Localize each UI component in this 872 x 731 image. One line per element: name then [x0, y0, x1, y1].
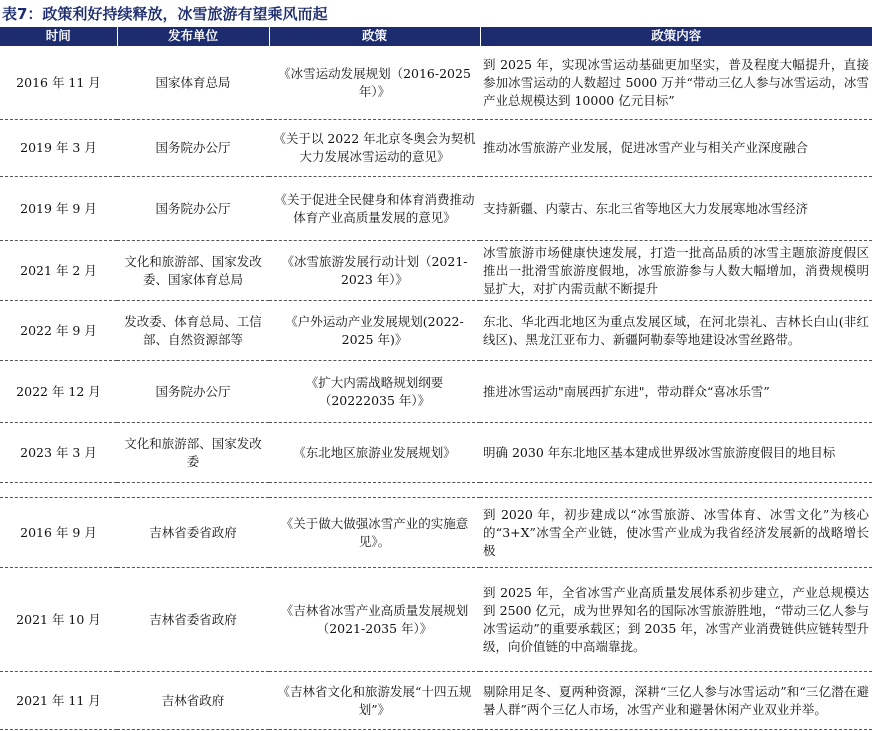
cell-unit: 国务院办公厅 — [117, 177, 269, 241]
cell-policy: 《冰雪运动发展规划（2016-2025 年）》 — [269, 46, 480, 120]
table-row — [0, 423, 872, 483]
table-title: 表7：政策利好持续释放，冰雪旅游有望乘风而起 — [2, 5, 328, 23]
cell-policy: 《关于以 2022 年北京冬奥会为契机大力发展冰雪运动的意见》 — [269, 120, 480, 177]
cell-time: 2022 年 9 月 — [0, 301, 117, 361]
table-row — [0, 241, 872, 301]
cell-time: 2022 年 12 月 — [0, 361, 117, 423]
spacer-cell — [117, 483, 269, 498]
cell-content: 到 2020 年，初步建成以“冰雪旅游、冰雪体育、冰雪文化”为核心的“3+X”冰雪全产业链，使冰雪产业成为我省经济发展新的战略增长极 — [480, 498, 872, 568]
cell-time: 2021 年 2 月 — [0, 241, 117, 301]
table-row — [0, 301, 872, 361]
table-row — [0, 120, 872, 177]
table-row — [0, 498, 872, 568]
cell-time: 2016 年 11 月 — [0, 46, 117, 120]
cell-content: 明确 2030 年东北地区基本建成世界级冰雪旅游度假目的地目标 — [480, 423, 872, 483]
cell-unit: 吉林省委省政府 — [117, 568, 269, 672]
cell-unit: 吉林省政府 — [117, 672, 269, 730]
cell-policy: 《户外运动产业发展规划(2022-2025 年)》 — [269, 301, 480, 361]
spacer-cell — [480, 483, 872, 498]
cell-policy: 《冰雪旅游发展行动计划（2021-2023 年）》 — [269, 241, 480, 301]
cell-time: 2019 年 3 月 — [0, 120, 117, 177]
table-header-row — [0, 27, 872, 46]
cell-unit: 文化和旅游部、国家发改委、国家体育总局 — [117, 241, 269, 301]
cell-policy: 《关于做大做强冰雪产业的实施意见》。 — [269, 498, 480, 568]
spacer-cell — [0, 483, 117, 498]
cell-policy: 《东北地区旅游业发展规划》 — [269, 423, 480, 483]
cell-unit: 文化和旅游部、国家发改委 — [117, 423, 269, 483]
cell-time: 2021 年 10 月 — [0, 568, 117, 672]
cell-time: 2016 年 9 月 — [0, 498, 117, 568]
cell-policy: 《吉林省冰雪产业高质量发展规划（2021-2035 年）》 — [269, 568, 480, 672]
cell-unit: 吉林省委省政府 — [117, 498, 269, 568]
table-row — [0, 46, 872, 120]
cell-content: 到 2025 年，实现冰雪运动基础更加坚实，普及程度大幅提升，直接参加冰雪运动的人数超过 5000 万并“带动三亿人参与冰雪运动，冰雪产业总规模达到 10000 亿元目标” — [480, 46, 872, 120]
cell-unit: 国家体育总局 — [117, 46, 269, 120]
header-time: 时间 — [0, 27, 117, 46]
spacer-cell — [269, 483, 480, 498]
cell-content: 到 2025 年，全省冰雪产业高质量发展体系初步建立，产业总规模达到 2500 亿元，成为世界知名的国际冰雪旅游胜地，“带动三亿人参与冰雪运动”的重要承载区；到 2035 年，冰雪产业消费链供应链转型升级，向价值链的中高端靠拢。 — [480, 568, 872, 672]
cell-time: 2019 年 9 月 — [0, 177, 117, 241]
cell-content: 支持新疆、内蒙古、东北三省等地区大力发展寒地冰雪经济 — [480, 177, 872, 241]
policy-table — [0, 27, 872, 730]
cell-content: 东北、华北西北地区为重点发展区域，在河北崇礼、吉林长白山(非红线区)、黑龙江亚布力、新疆阿勒泰等地建设冰雪丝路带。 — [480, 301, 872, 361]
cell-unit: 国务院办公厅 — [117, 120, 269, 177]
cell-unit: 发改委、体育总局、工信部、自然资源部等 — [117, 301, 269, 361]
cell-time: 2023 年 3 月 — [0, 423, 117, 483]
cell-content: 剔除用足冬、夏两种资源，深耕“三亿人参与冰雪运动”和“三亿潜在避暑人群”两个三亿人市场，冰雪产业和避暑休闲产业双业并举。 — [480, 672, 872, 730]
table-spacer-row — [0, 483, 872, 498]
cell-time: 2021 年 11 月 — [0, 672, 117, 730]
cell-policy: 《关于促进全民健身和体育消费推动体育产业高质量发展的意见》 — [269, 177, 480, 241]
table-row — [0, 361, 872, 423]
header-unit: 发布单位 — [117, 27, 269, 46]
header-content: 政策内容 — [480, 27, 872, 46]
header-policy: 政策 — [269, 27, 480, 46]
cell-policy: 《吉林省文化和旅游发展“十四五规划”》 — [269, 672, 480, 730]
cell-content: 冰雪旅游市场健康快速发展，打造一批高品质的冰雪主题旅游度假区推出一批滑雪旅游度假地，冰雪旅游参与人数大幅增加，消费规模明显扩大，对扩内需贡献不断提升 — [480, 241, 872, 301]
table-row — [0, 177, 872, 241]
cell-content: 推动冰雪旅游产业发展，促进冰雪产业与相关产业深度融合 — [480, 120, 872, 177]
table-row — [0, 672, 872, 730]
cell-unit: 国务院办公厅 — [117, 361, 269, 423]
table-row — [0, 568, 872, 672]
cell-policy: 《扩大内需战略规划纲要（20222035 年）》 — [269, 361, 480, 423]
cell-content: 推进冰雪运动"南展西扩东进"，带动群众“喜冰乐雪” — [480, 361, 872, 423]
